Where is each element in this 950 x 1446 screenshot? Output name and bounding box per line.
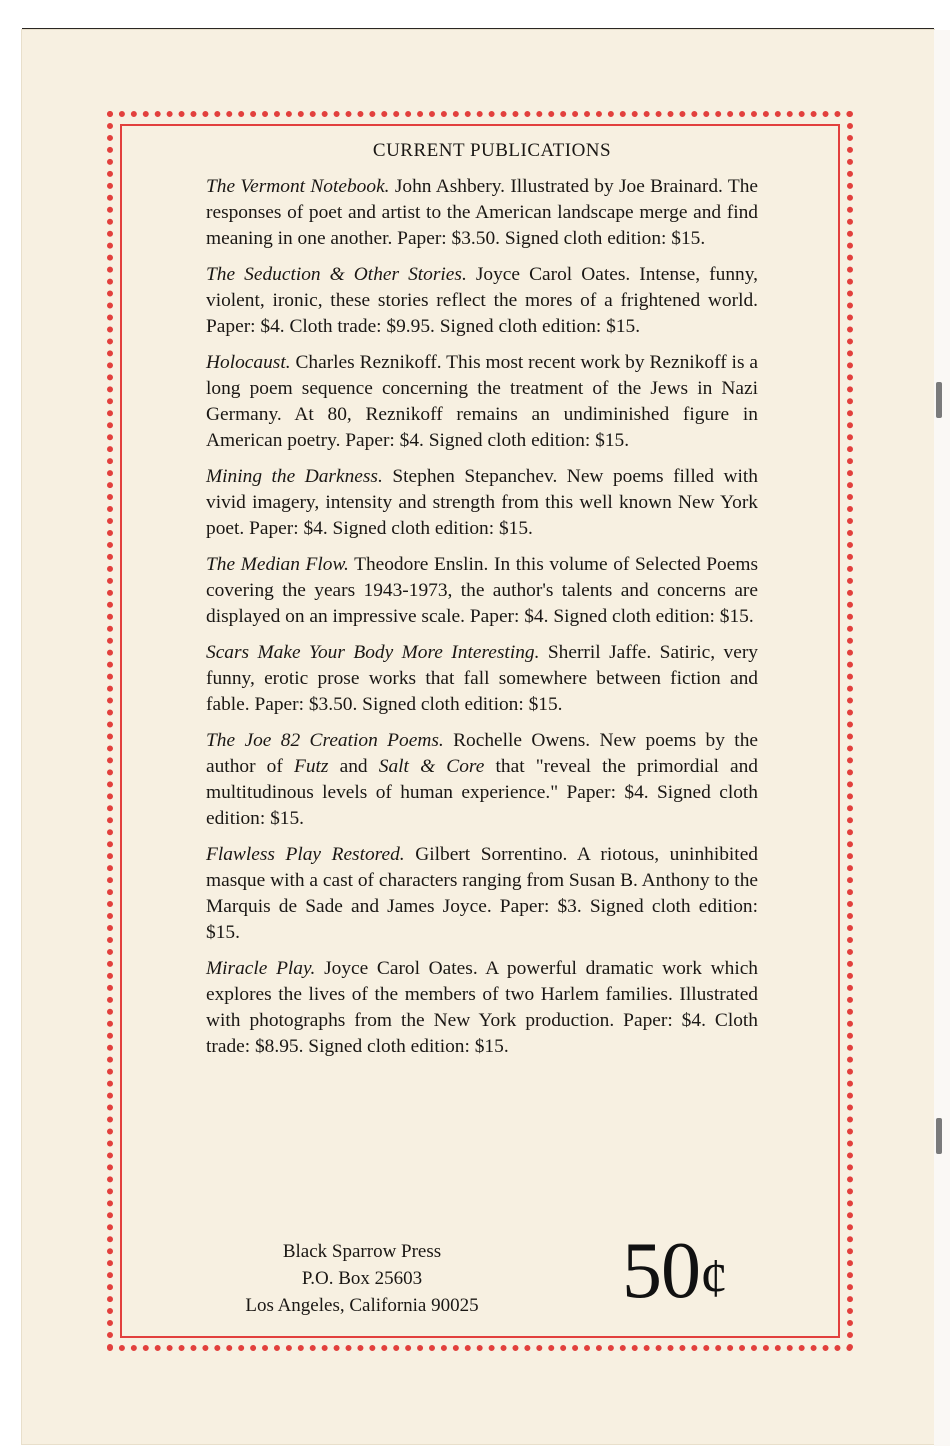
book-title: Flawless Play Restored. <box>206 844 405 865</box>
page-title: CURRENT PUBLICATIONS <box>372 140 612 161</box>
staple-bottom <box>936 1118 942 1154</box>
book-title: The Joe 82 Creation Poems. <box>206 730 444 751</box>
price-amount: 50 <box>622 1227 700 1315</box>
book-description: Rochelle Owens. New poems by the author of <box>206 730 758 777</box>
list-item <box>206 174 758 252</box>
book-title: Mining the Darkness. <box>206 466 383 487</box>
book-description-end: that "reveal the primordial and multitudinous levels of human experience." Paper: $4. Signed cloth edition: $15. <box>206 756 758 829</box>
city-line: Los Angeles, California 90025 <box>245 1295 479 1316</box>
book-description: Joyce Carol Oates. A powerful dramatic work which explores the lives of the members of two Harlem families. Illustrated with photographs from the New York production. Paper: $4. Cloth trade: $8.95. Signed cloth edition: $15. <box>206 958 759 1057</box>
cited-title: Salt & Core <box>378 756 485 777</box>
po-box: P.O. Box 25603 <box>301 1268 423 1289</box>
list-item <box>206 728 758 832</box>
book-description: Theodore Enslin. In this volume of Selected Poems covering the years 1943-1973, the author's talents and concerns are displayed on an impressive scale. Paper: $4. Signed cloth edition: $15. <box>206 554 758 627</box>
publisher-address <box>212 1238 512 1319</box>
book-title: Holocaust. <box>206 352 291 373</box>
cent-symbol: ¢ <box>700 1248 727 1310</box>
page-right-margin <box>934 30 950 1446</box>
cited-title: Futz <box>293 756 329 777</box>
book-description: Joyce Carol Oates. Intense, funny, violent, ironic, these stories reflect the mores of a frightened world. Paper: $4. Cloth trade: $9.95. Signed cloth edition: $15. <box>206 264 758 337</box>
book-description: Sherril Jaffe. Satiric, very funny, erotic prose works that fall somewhere between fiction and fable. Paper: $3.50. Signed cloth edition: $15. <box>206 642 758 715</box>
book-description: Stephen Stepanchev. New poems filled with vivid imagery, intensity and strength from this well known New York poet. Paper: $4. Signed cloth edition: $15. <box>206 466 758 539</box>
list-item <box>206 956 758 1060</box>
list-item <box>206 262 758 340</box>
book-title: The Seduction & Other Stories. <box>206 264 467 285</box>
list-item <box>206 350 758 454</box>
price-label <box>622 1226 727 1324</box>
publications-list <box>206 138 758 1070</box>
list-item <box>206 842 758 946</box>
list-item <box>206 640 758 718</box>
staple-top <box>936 382 942 418</box>
book-title: Scars Make Your Body More Interesting. <box>206 642 540 663</box>
list-item <box>206 552 758 630</box>
book-description: Gilbert Sorrentino. A riotous, uninhibited masque with a cast of characters ranging from Susan B. Anthony to the Marquis de Sade and James Joyce. Paper: $3. Signed cloth edition: $15. <box>206 844 758 943</box>
list-item <box>206 464 758 542</box>
book-title: The Median Flow. <box>206 554 349 575</box>
book-title: The Vermont Notebook. <box>206 176 390 197</box>
book-description: John Ashbery. Illustrated by Joe Brainard. The responses of poet and artist to the American landscape merge and find meaning in one another. Paper: $3.50. Signed cloth edition: $15. <box>206 176 758 249</box>
book-description: Charles Reznikoff. This most recent work by Reznikoff is a long poem sequence concerning the treatment of the Jews in Nazi Germany. At 80, Reznikoff remains an undiminished figure in American poetry. Paper: $4. Signed cloth edition: $15. <box>206 352 758 451</box>
publisher-name: Black Sparrow Press <box>282 1241 442 1262</box>
book-description-cont: and <box>328 756 379 777</box>
book-title: Miracle Play. <box>206 958 316 979</box>
